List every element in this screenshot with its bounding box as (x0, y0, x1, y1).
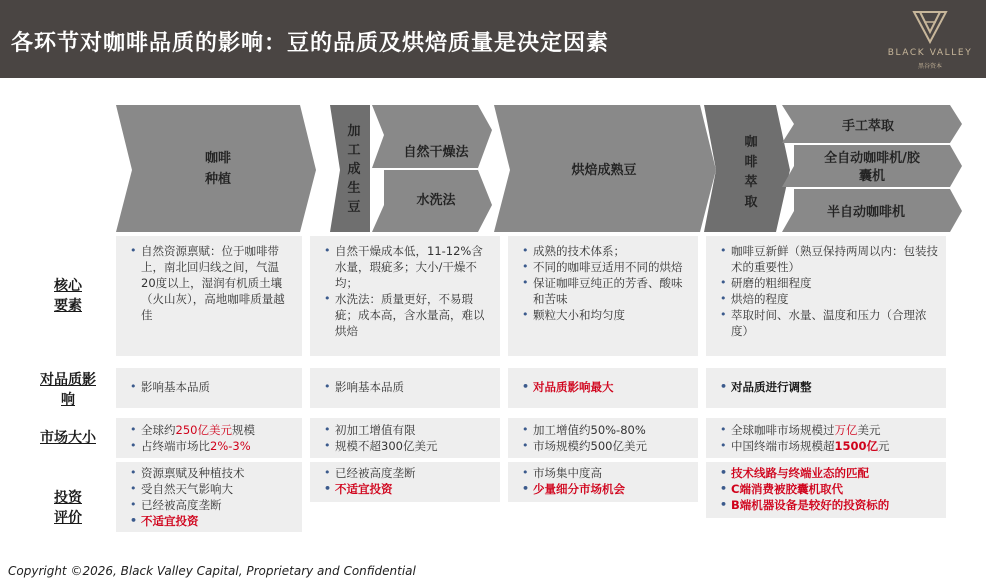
list-item: • 已经被高度垄断 (130, 497, 294, 513)
logo-text: BLACK VALLEY (887, 48, 973, 58)
method-manual-label: 手工萃取 (841, 119, 895, 134)
stage-extraction-label: 萃 (744, 175, 758, 190)
list-item: • 受自然天气影响大 (130, 481, 294, 497)
row-label-quality-line: 对品质影 (40, 372, 96, 388)
list-item: • 不适宜投资 (130, 513, 294, 529)
row-label-invest-line: 投资 (54, 490, 82, 506)
core-processing-cell (310, 236, 500, 356)
list-item: • 加工增值约50%-80% (522, 422, 690, 438)
method-natural-dry-label: 自然干燥法 (403, 145, 469, 160)
list-item (130, 438, 294, 454)
highlight-value: 1500亿 (834, 439, 879, 453)
list-item: • 市场集中度高 (522, 465, 690, 481)
list-item: • 烘焙的程度 (720, 291, 938, 307)
list-item: • 不适宜投资 (324, 481, 492, 497)
highlight-value: 2%-3% (210, 439, 251, 453)
list-item (720, 438, 938, 454)
stage-extraction-label: 咖 (744, 135, 758, 150)
core-extraction-cell (706, 236, 946, 356)
row-label-invest (28, 488, 108, 528)
stage-roasting-label: 烘焙成熟豆 (571, 163, 637, 178)
list-item: • 自然干燥成本低，11-12%含水量，瑕疵多；大小/干燥不均； (324, 243, 492, 291)
market-processing-cell (310, 418, 500, 458)
text: 规模 (231, 423, 255, 437)
list-item: • 水洗法：质量更好，不易瑕疵；成本高，含水量高，难以烘焙 (324, 291, 492, 339)
list-item: • 技术线路与终端业态的匹配 (720, 465, 938, 481)
invest-extraction-cell (706, 462, 946, 518)
text: 占终端市场比 (141, 439, 210, 453)
row-label-quality-line: 响 (61, 392, 75, 408)
list-item: • 成熟的技术体系； (522, 243, 690, 259)
stage-planting-chevron (116, 105, 316, 232)
list-item: • 不同的咖啡豆适用不同的烘焙 (522, 259, 690, 275)
list-item: • 咖啡豆新鲜（熟豆保持两周以内：包装技术的重要性） (720, 243, 938, 275)
row-label-core-line: 核心 (54, 278, 82, 294)
quality-roasting-cell (508, 368, 698, 408)
market-planting-cell (116, 418, 302, 458)
stage-planting-label: 咖啡 (204, 151, 232, 166)
list-item: • 影响基本品质 (324, 379, 492, 395)
text: 元 (878, 439, 890, 453)
row-label-invest-line: 评价 (54, 510, 82, 526)
list-item: • 对品质进行调整 (720, 379, 938, 395)
stage-processing-label: 工 (347, 143, 361, 158)
list-item: • 影响基本品质 (130, 379, 292, 395)
method-auto-label: 全自动咖啡机/胶 (824, 151, 920, 166)
list-item: • 自然资源禀赋：位于咖啡带上，南北回归线之间，气温20度以上，湿润有机质土壤（火山灰），高地咖啡质量越佳 (130, 243, 292, 323)
list-item: • 规模不超300亿美元 (324, 438, 492, 454)
stage-processing-label: 加 (347, 124, 361, 139)
list-item (720, 422, 938, 438)
quality-processing-cell (310, 368, 500, 408)
list-item: • 市场规模约500亿美元 (522, 438, 690, 454)
market-extraction-cell (706, 418, 946, 458)
stage-processing-label: 生 (347, 181, 361, 196)
core-planting-cell (116, 236, 302, 356)
market-roasting-cell (508, 418, 698, 458)
stage-extraction-label: 取 (744, 195, 758, 210)
list-item: • 资源禀赋及种植技术 (130, 465, 294, 481)
copyright-footer: Copyright ©2026, Black Valley Capital, Proprietary and Confidential (8, 564, 416, 578)
list-item: • 萃取时间、水量、温度和压力（合理浓度） (720, 307, 938, 339)
method-auto-label: 囊机 (858, 169, 886, 184)
row-label-core-line: 要素 (54, 298, 82, 314)
page-title: 各环节对咖啡品质的影响：豆的品质及烘焙质量是决定因素 (11, 31, 610, 56)
text: 中国终端市场规模超 (731, 439, 835, 453)
row-label-quality (22, 370, 114, 410)
list-item: • 少量细分市场机会 (522, 481, 690, 497)
quality-planting-cell (116, 368, 302, 408)
text: 全球咖啡市场规模过 (731, 423, 835, 437)
stage-processing-label: 成 (347, 162, 361, 177)
stage-planting-label: 种植 (204, 172, 232, 187)
stage-processing-label: 豆 (347, 200, 361, 215)
list-item: • 颗粒大小和均匀度 (522, 307, 690, 323)
list-item: • 已经被高度垄断 (324, 465, 492, 481)
core-roasting-cell (508, 236, 698, 356)
list-item: • 研磨的粗细程度 (720, 275, 938, 291)
highlight-value: 万亿 (834, 423, 858, 437)
text: 全球约 (141, 423, 176, 437)
list-item: • 对品质影响最大 (522, 379, 690, 395)
invest-roasting-cell (508, 462, 698, 502)
text: 美元 (857, 423, 881, 437)
list-item (130, 422, 294, 438)
list-item: • B端机器设备是较好的投资标的 (720, 497, 938, 513)
list-item: • 保证咖啡豆纯正的芳香、酸味和苦味 (522, 275, 690, 307)
method-semi-label: 半自动咖啡机 (826, 205, 906, 220)
stage-extraction-label: 啡 (744, 155, 758, 170)
list-item: • C端消费被胶囊机取代 (720, 481, 938, 497)
list-item: • 初加工增值有限 (324, 422, 492, 438)
logo-subtext: 黑谷资本 (917, 63, 942, 70)
invest-processing-cell (310, 462, 500, 502)
highlight-value: 250亿美元 (175, 423, 232, 437)
method-washed-label: 水洗法 (416, 193, 456, 208)
quality-extraction-cell (706, 368, 946, 408)
row-label-market: 市场大小 (40, 430, 96, 446)
row-label-core (28, 276, 108, 316)
invest-planting-cell (116, 462, 302, 532)
